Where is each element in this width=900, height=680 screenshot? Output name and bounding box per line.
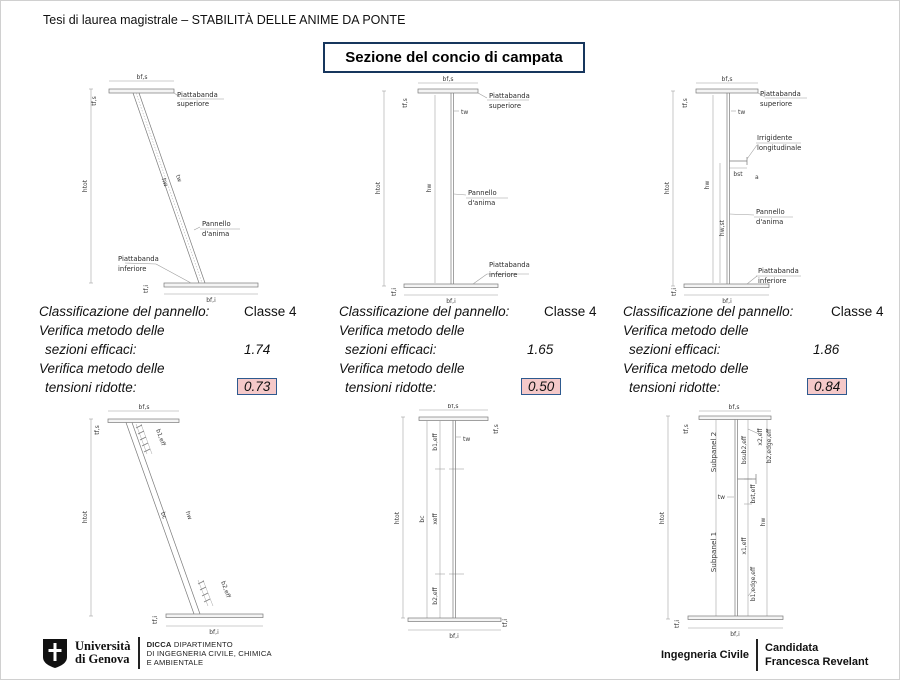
university-name-line2: di Genova: [75, 652, 130, 666]
dim-label-bc: bc: [419, 515, 426, 523]
dim-label-xeff: xeff: [432, 513, 439, 525]
dim-label-bc: bc: [158, 511, 168, 521]
classification-label: Classificazione del pannello:: [39, 304, 210, 319]
callout-danima: d'anima: [756, 218, 784, 226]
subpanel-1-label: Subpanel 1: [709, 531, 718, 573]
tensioni-ridotte-value: 0.73: [237, 378, 277, 395]
dim-label-hw: hw: [760, 517, 767, 527]
dim-label-bsub2eff: bsub2,eff: [741, 435, 748, 465]
department-line2: DI INGEGNERIA CIVILE, CHIMICA: [146, 648, 272, 658]
dim-label-tw: tw: [463, 436, 471, 443]
verifica-label: Verifica metodo delle: [623, 361, 749, 376]
dim-label-tfs: tf,s: [683, 424, 690, 434]
dim-label-bfi: bf,i: [446, 298, 456, 305]
callout-leaders: [730, 93, 808, 284]
slide-title-box: Sezione del concio di campata: [323, 42, 585, 73]
dim-label-htot: htot: [82, 179, 89, 193]
dimension-lines: [671, 83, 769, 295]
callout-piattabanda-inferiore: Piattabanda: [489, 261, 530, 269]
tensioni-ridotte-value: 0.50: [521, 378, 561, 395]
callout-inferiore: inferiore: [758, 277, 787, 285]
dim-label-hw: hw: [183, 510, 194, 521]
section-outline: [684, 89, 769, 288]
dim-label-bfs: bf,s: [447, 404, 459, 410]
callout-inferiore: inferiore: [118, 265, 147, 273]
dim-label-b1eff: b1,eff: [154, 428, 167, 447]
dim-label-htot: htot: [394, 511, 401, 525]
footer-candidate: [661, 639, 868, 671]
verifica-label: Verifica metodo delle: [339, 361, 465, 376]
dimension-lines: [401, 410, 501, 630]
dim-label-htot: htot: [375, 181, 382, 195]
verifica-label: Verifica metodo delle: [39, 361, 165, 376]
dim-label-tfi: tf,i: [674, 619, 681, 629]
diagram-inclined-effective: [46, 404, 336, 639]
dim-label-bst: bst: [733, 171, 743, 178]
callout-superiore: superiore: [177, 100, 210, 108]
dim-label-tfs: tf,s: [493, 424, 500, 434]
dim-label-b2eff: b2,eff: [432, 587, 439, 605]
diagram-inclined-section: [56, 73, 326, 305]
classe-value: Classe 4: [544, 304, 597, 319]
dim-label-bfi: bf,i: [722, 298, 732, 305]
verifica-label: Verifica metodo delle: [623, 323, 749, 338]
dim-label-tfs: tf,s: [402, 98, 409, 108]
tensioni-ridotte-label: tensioni ridotte:: [629, 380, 721, 395]
department-acronym: DICCA: [146, 639, 172, 649]
callout-piattabanda-superiore: Piattabanda: [177, 91, 218, 99]
sezioni-efficaci-label: sezioni efficaci:: [345, 342, 437, 357]
diagram-vertical-effective: [369, 404, 584, 644]
candidate-label: Candidata: [765, 642, 819, 654]
effective-width-hatch-top: [136, 424, 152, 454]
longitudinal-stiffener: [730, 157, 748, 165]
classe-value: Classe 4: [831, 304, 884, 319]
slide-header: Tesi di laurea magistrale – STABILITÀ DELLE ANIME DA PONTE: [43, 13, 406, 27]
callout-danima: d'anima: [202, 230, 230, 238]
subpanel-2-label: Subpanel 2: [709, 431, 718, 473]
course-name: Ingegneria Civile: [661, 649, 750, 661]
dim-label-x1eff: x1,eff: [741, 537, 748, 555]
sezioni-efficaci-value: 1.74: [244, 342, 271, 357]
dim-label-a: a: [755, 174, 759, 181]
dim-label-tw: tw: [717, 494, 725, 501]
classification-label: Classificazione del pannello:: [339, 304, 510, 319]
dim-label-htot: htot: [82, 510, 89, 524]
dim-label-tfi: tf,i: [391, 287, 398, 297]
sezioni-efficaci-value: 1.65: [527, 342, 554, 357]
dim-label-tfi: tf,i: [143, 284, 150, 294]
footer-university: [41, 637, 272, 669]
classification-block-1: [39, 304, 331, 399]
dim-label-x2eff: x2,eff: [757, 428, 764, 446]
dim-label-hwst: hw,st: [719, 219, 726, 237]
classification-block-2: [339, 304, 631, 399]
dim-label-tfi: tf,i: [502, 618, 509, 628]
callout-superiore: superiore: [489, 102, 522, 110]
effective-width-hatch-bottom: [198, 580, 213, 606]
dim-label-htot: htot: [664, 181, 671, 195]
footer-divider: [138, 637, 140, 669]
candidate-block: [765, 641, 868, 669]
verifica-label: Verifica metodo delle: [339, 323, 465, 338]
longitudinal-stiffener: [738, 474, 757, 484]
dim-label-bfs: bf,s: [721, 76, 733, 83]
department-word: DIPARTIMENTO: [171, 639, 233, 649]
dim-label-b2eff: b2,eff: [219, 580, 232, 599]
classification-label: Classificazione del pannello:: [623, 304, 794, 319]
dim-label-tw: tw: [173, 173, 183, 184]
verifica-label: Verifica metodo delle: [39, 323, 165, 338]
dim-label-hw: hw: [159, 177, 170, 188]
dim-label-tfs: tf,s: [91, 96, 98, 106]
dim-label-tfi: tf,i: [671, 287, 678, 297]
dim-label-bfi: bf,i: [730, 631, 740, 638]
university-name-line1: Università: [75, 639, 131, 653]
sezioni-efficaci-label: sezioni efficaci:: [629, 342, 721, 357]
callout-piattabanda-inferiore: Piattabanda: [758, 267, 799, 275]
dimension-lines: [89, 411, 263, 626]
dim-label-b1eff: b1,eff: [432, 433, 439, 451]
dim-label-bfs: bf,s: [138, 404, 150, 411]
dim-label-bfi: bf,i: [209, 629, 219, 636]
dim-label-bfs: bf,s: [442, 76, 454, 83]
section-outline: [108, 419, 263, 618]
callout-pannello: Pannello: [468, 189, 497, 197]
dim-label-tfs: tf,s: [682, 98, 689, 108]
classe-value: Classe 4: [244, 304, 297, 319]
diagram-vertical-section: [363, 73, 578, 305]
callout-danima: d'anima: [468, 199, 496, 207]
diagram-subpanel-effective: [639, 404, 889, 644]
callout-pannello: Pannello: [756, 208, 785, 216]
diagram-stiffened-section: [643, 73, 883, 305]
callout-piattabanda-superiore: Piattabanda: [760, 90, 801, 98]
dim-label-tfi: tf,i: [152, 615, 159, 625]
dim-label-bfi: bf,i: [206, 297, 216, 304]
callout-superiore: superiore: [760, 100, 793, 108]
callout-piattabanda-superiore: Piattabanda: [489, 92, 530, 100]
department-line1: [147, 640, 272, 649]
tensioni-ridotte-label: tensioni ridotte:: [345, 380, 437, 395]
callout-pannello: Pannello: [202, 220, 231, 228]
callout-longitudinale: longitudinale: [757, 144, 802, 152]
university-name: [75, 640, 131, 666]
dim-label-bsteff: bst,eff: [750, 484, 757, 504]
dim-label-bfi: bf,i: [449, 633, 459, 640]
callout-inferiore: inferiore: [489, 271, 518, 279]
department-name: [147, 640, 272, 667]
sezioni-efficaci-label: sezioni efficaci:: [45, 342, 137, 357]
dim-label-hw: hw: [426, 183, 433, 193]
dim-label-tfs: tf,s: [94, 425, 101, 435]
footer-divider: [756, 639, 758, 671]
dimension-lines: [89, 81, 258, 294]
department-line3: E AMBIENTALE: [146, 657, 204, 667]
dim-label-hw: hw: [704, 180, 711, 190]
dim-label-b2edgeeff: b2,edge,eff: [766, 428, 773, 464]
unige-logo-icon: [41, 637, 69, 669]
callout-irrigidente: Irrigidente: [757, 134, 793, 142]
tensioni-ridotte-label: tensioni ridotte:: [45, 380, 137, 395]
dim-label-tw: tw: [738, 109, 746, 116]
sezioni-efficaci-value: 1.86: [813, 342, 840, 357]
dim-label-tw: tw: [461, 109, 469, 116]
dim-label-htot: htot: [659, 511, 666, 525]
candidate-name: Francesca Revelant: [765, 656, 869, 668]
dim-label-b1edgeeff: b1,edge,eff: [750, 566, 757, 602]
dim-label-bfs: bf,s: [136, 74, 148, 81]
dim-label-bfs: bf,s: [728, 404, 740, 411]
callout-piattabanda-inferiore: Piattabanda: [118, 255, 159, 263]
classification-block-3: [623, 304, 900, 399]
tensioni-ridotte-value: 0.84: [807, 378, 847, 395]
